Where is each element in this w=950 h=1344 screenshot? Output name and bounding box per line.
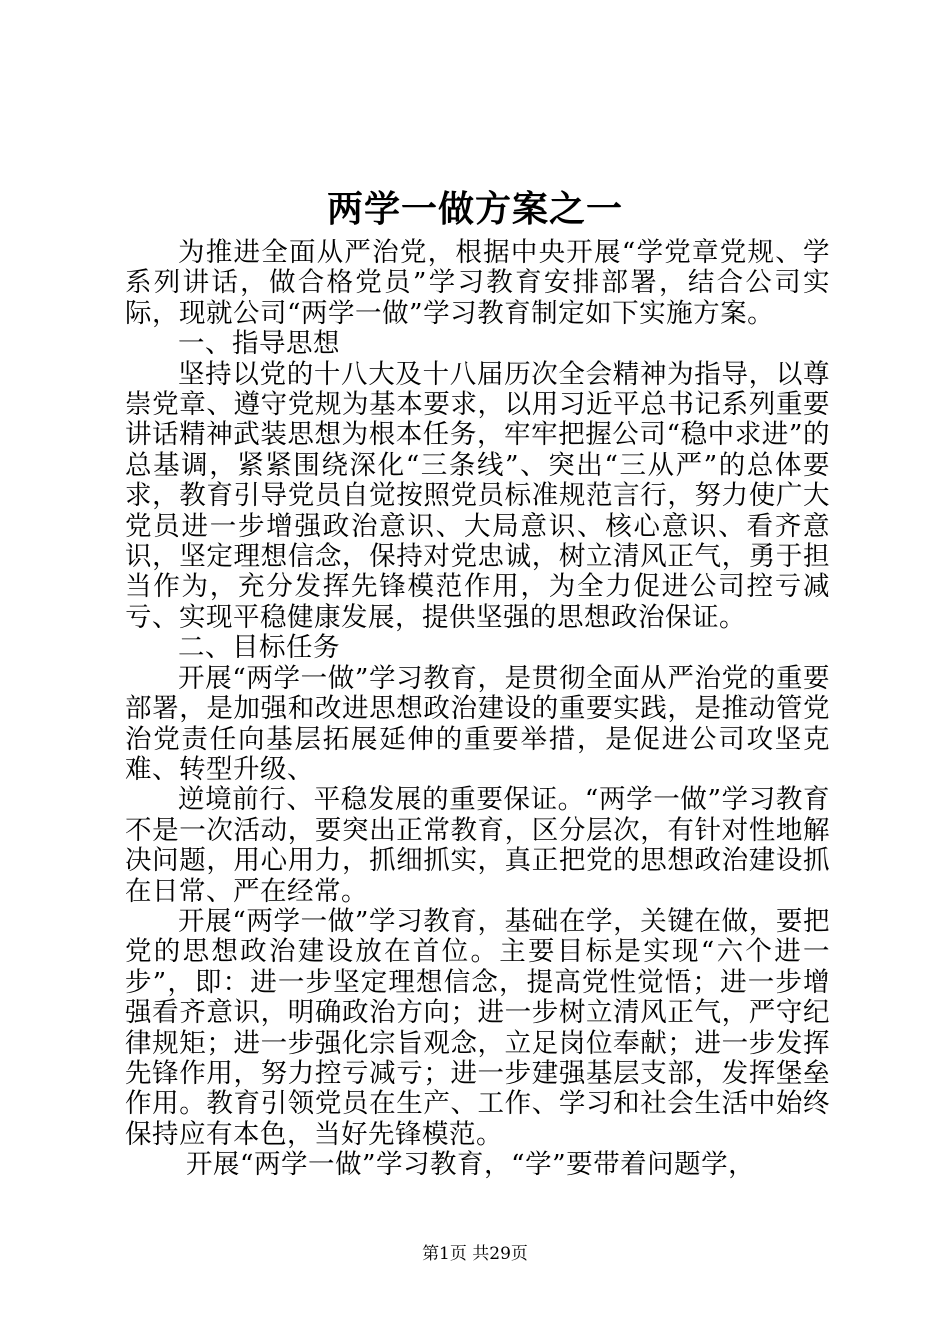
paragraph-goals-2: 逆境前行、平稳发展的重要保证。“两学一做”学习教育不是一次活动，要突出正常教育，区分层次，有针对性地解决问题，用心用力，抓细抓实，真正把党的思想政治建设抓在日常、严在经常。 [125, 784, 830, 907]
section-heading-goals-tasks: 二、目标任务 [178, 632, 340, 664]
document-body [125, 238, 830, 1181]
paragraph-intro: 为推进全面从严治党，根据中央开展“学党章党规、学系列讲话，做合格党员”学习教育安排部署，结合公司实际，现就公司“两学一做”学习教育制定如下实施方案。 [125, 237, 830, 329]
section-heading-guiding-ideology: 一、指导思想 [178, 328, 340, 360]
paragraph-goals-3: 开展“两学一做”学习教育，基础在学，关键在做，要把党的思想政治建设放在首位。主要目标是实现“六个进一步”，即：进一步坚定理想信念，提高党性觉悟；进一步增强看齐意识，明确政治方向；进一步树立清风正气，严守纪律规矩；进一步强化宗旨观念，立足岗位奉献；进一步发挥先锋作用，努力控亏减亏；进一步建强基层支部，发挥堡垒作用。教育引领党员在生产、工作、学习和社会生活中始终保持应有本色，当好先锋模范。 [125, 905, 830, 1150]
document-title: 两学一做方案之一 [326, 188, 623, 230]
paragraph-goals-1: 开展“两学一做”学习教育，是贯彻全面从严治党的重要部署，是加强和改进思想政治建设的重要实践，是推动管党治党责任向基层拓展延伸的重要举措，是促进公司攻坚克难、转型升级、 [125, 662, 830, 785]
paragraph-guiding-ideology: 坚持以党的十八大及十八届历次全会精神为指导，以尊崇党章、遵守党规为基本要求，以用习近平总书记系列重要讲话精神武装思想为根本任务，牢牢把握公司“稳中求进”的总基调，紧紧围绕深化“三条线”、突出“三从严”的总体要求，教育引导党员自觉按照党员标准规范言行，努力使广大党员进一步增强政治意识、大局意识、核心意识、看齐意识，坚定理想信念，保持对党忠诚，树立清风正气，勇于担当作为，充分发挥先锋模范作用，为全力促进公司控亏减亏、实现平稳健康发展，提供坚强的思想政治保证。 [125, 358, 830, 633]
paragraph-goals-4: 开展“两学一做”学习教育，“学”要带着问题学， [185, 1149, 756, 1181]
page-number-footer: 第1页 共29页 [422, 1244, 528, 1264]
